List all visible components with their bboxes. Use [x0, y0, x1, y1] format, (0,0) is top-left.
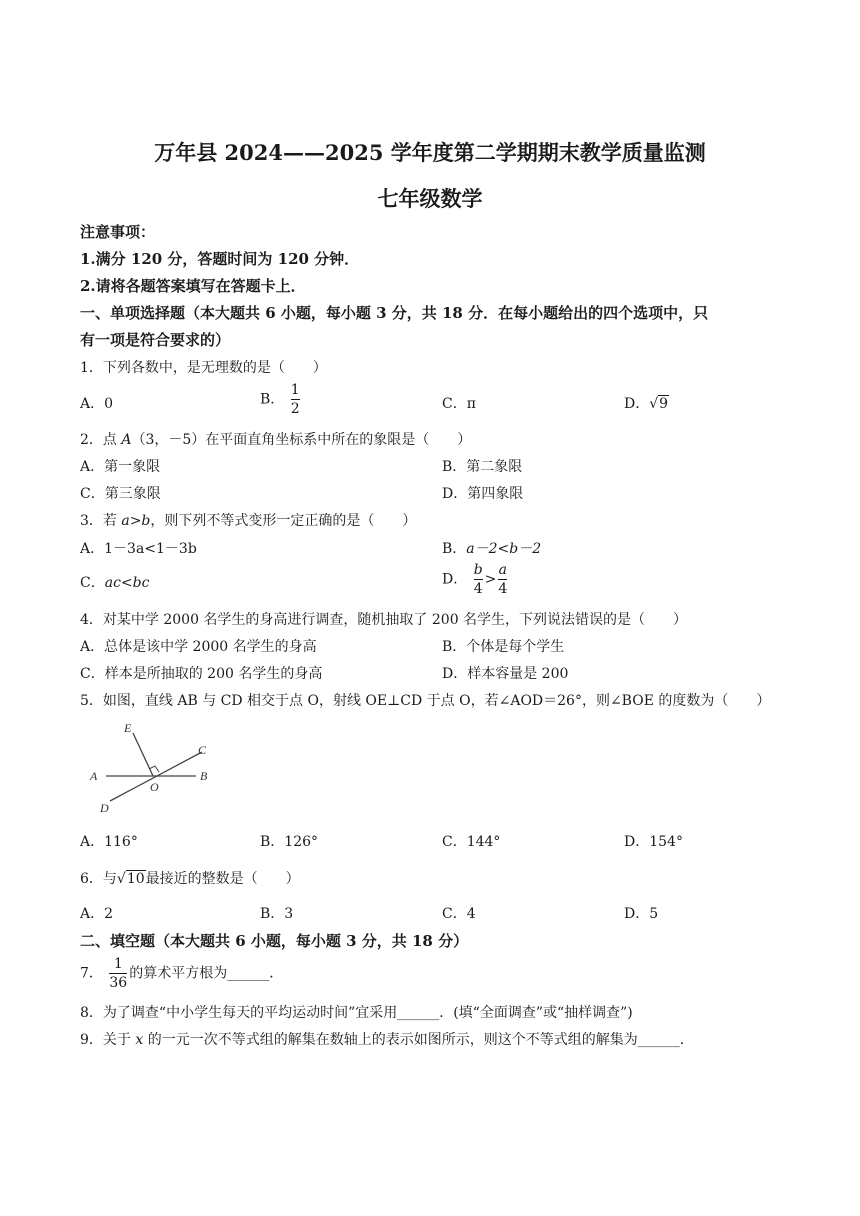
- q3-option-a-expr: 1－3a<1－3b: [104, 541, 197, 557]
- q2-option-b: B．第二象限: [442, 459, 523, 475]
- label-c: C: [198, 743, 207, 757]
- label-o: O: [150, 780, 159, 794]
- q9-stem-pre: 9．关于: [80, 1032, 136, 1048]
- q3-stem: [80, 510, 416, 530]
- q4-option-b: B．个体是每个学生: [442, 639, 565, 655]
- q9-stem-var: x: [135, 1032, 144, 1048]
- exam-title: 万年县 2024——2025 学年度第二学期期末教学质量监测: [154, 140, 706, 165]
- label-d: D: [100, 801, 109, 815]
- section1-heading-line2: 有一项是符合要求的）: [80, 331, 231, 349]
- q4-option-d: D．样本容量是 200: [442, 666, 569, 682]
- q6-radicand: 10: [126, 871, 145, 887]
- q4-stem: 4．对某中学 2000 名学生的身高进行调查，随机抽取了 200 名学生，下列说法错误的是（ ）: [80, 612, 688, 628]
- q5-option-b: B．126°: [260, 834, 319, 850]
- label-e: E: [124, 721, 132, 735]
- q1-option-b-fraction: [291, 381, 300, 418]
- q6-option-b: B．3: [260, 906, 294, 922]
- q5-figure: [80, 716, 240, 820]
- q7-stem-post: 的算术平方根为______．: [129, 965, 284, 982]
- exam-subtitle: 七年级数学: [377, 186, 483, 211]
- q3-option-a: [80, 538, 197, 558]
- q3-option-b: [442, 538, 541, 558]
- q9-stem-post: 的一元一次不等式组的解集在数轴上的表示如图所示，则这个不等式组的解集为______．: [143, 1032, 694, 1048]
- q6-option-a: A．2: [80, 906, 114, 922]
- q1-option-b: [260, 381, 302, 418]
- label-b: B: [200, 769, 208, 783]
- q3-option-d-fraction-left: [474, 561, 483, 598]
- q7-stem: [80, 955, 283, 992]
- q2-option-d: D．第四象限: [442, 486, 524, 502]
- q3-option-b-label: B．: [442, 541, 467, 557]
- sqrt-symbol-icon: √: [649, 396, 659, 412]
- q3-option-a-label: A．: [80, 541, 105, 557]
- q2-stem: [80, 429, 471, 449]
- q6-stem-post: 最接近的整数是（ ）: [145, 871, 300, 887]
- section1-heading-line1: 一、单项选择题（本大题共 6 小题，每小题 3 分，共 18 分．在每小题给出的四个选项中，只: [80, 304, 709, 322]
- q3-option-c-label: C．: [80, 575, 105, 591]
- q3-option-d: [442, 561, 509, 598]
- q5-option-c: C．144°: [442, 834, 501, 850]
- q1-stem: 1．下列各数中，是无理数的是（ ）: [80, 360, 327, 376]
- q6-option-d: D．5: [624, 906, 659, 922]
- fraction-numerator: 1: [290, 382, 300, 398]
- note-1: 1.满分 120 分，答题时间为 120 分钟．: [80, 250, 360, 268]
- q6-option-c: C．4: [442, 906, 476, 922]
- q6-stem: [80, 868, 300, 888]
- q3-option-d-label: D．: [442, 571, 468, 588]
- ray-oe: [133, 733, 153, 776]
- q5-option-a: A．116°: [80, 834, 138, 850]
- section2-heading: 二、填空题（本大题共 6 小题，每小题 3 分，共 18 分）: [80, 932, 469, 950]
- q5-stem: 5．如图，直线 AB 与 CD 相交于点 O，射线 OE⊥CD 于点 O，若∠AOD＝26°，则∠BOE 的度数为（ ）: [80, 693, 771, 709]
- q4-option-c: C．样本是所抽取的 200 名学生的身高: [80, 666, 323, 682]
- q1-option-d-label: D．: [624, 396, 650, 412]
- fraction-numerator: a: [498, 562, 508, 578]
- q3-option-c: [80, 572, 149, 592]
- fraction-denominator: 4: [498, 581, 508, 597]
- q1-option-c: C．π: [442, 396, 476, 412]
- q1-option-d-radicand: 9: [659, 396, 669, 412]
- q2-option-c: C．第三象限: [80, 486, 161, 502]
- q9-stem: [80, 1029, 694, 1049]
- sqrt-symbol-icon: √: [116, 871, 126, 887]
- note-2: 2.请将各题答案填写在答题卡上．: [80, 277, 306, 295]
- q3-option-c-expr: ac<bc: [104, 575, 150, 591]
- q1-option-a: A．0: [80, 396, 114, 412]
- q3-option-b-expr: a－2<b－2: [466, 541, 542, 557]
- label-a: A: [90, 769, 98, 783]
- q3-stem-post: ，则下列不等式变形一定正确的是（ ）: [150, 513, 417, 529]
- q4-option-a: A．总体是该中学 2000 名学生的身高: [80, 639, 317, 655]
- fraction-denominator: 36: [109, 975, 128, 991]
- q1-option-d: [624, 393, 669, 413]
- q3-stem-cond: a>b: [121, 513, 151, 529]
- q2-stem-post: （3，－5）在平面直角坐标系中所在的象限是（ ）: [131, 432, 472, 448]
- q5-option-d: D．154°: [624, 834, 683, 850]
- fraction-denominator: 2: [290, 401, 300, 417]
- q3-option-d-fraction-right: [498, 561, 507, 598]
- q2-stem-pre: 2．点: [80, 432, 122, 448]
- q1-option-b-label: B．: [260, 391, 285, 408]
- fraction-denominator: 4: [473, 581, 483, 597]
- q7-fraction: [109, 955, 127, 992]
- fraction-numerator: b: [473, 562, 483, 578]
- q2-stem-var: A: [121, 432, 132, 448]
- q2-option-a: A．第一象限: [80, 459, 161, 475]
- notes-heading: 注意事项：: [80, 223, 156, 241]
- q3-option-d-operator: >: [484, 571, 497, 588]
- q7-number: 7．: [80, 965, 103, 982]
- fraction-numerator: 1: [113, 956, 123, 972]
- q6-stem-pre: 6．与: [80, 871, 117, 887]
- q8-stem: 8．为了调查“中小学生每天的平均运动时间”宜采用______．(填“全面调查”或“抽样调查”): [80, 1005, 633, 1021]
- q3-stem-pre: 3．若: [80, 513, 122, 529]
